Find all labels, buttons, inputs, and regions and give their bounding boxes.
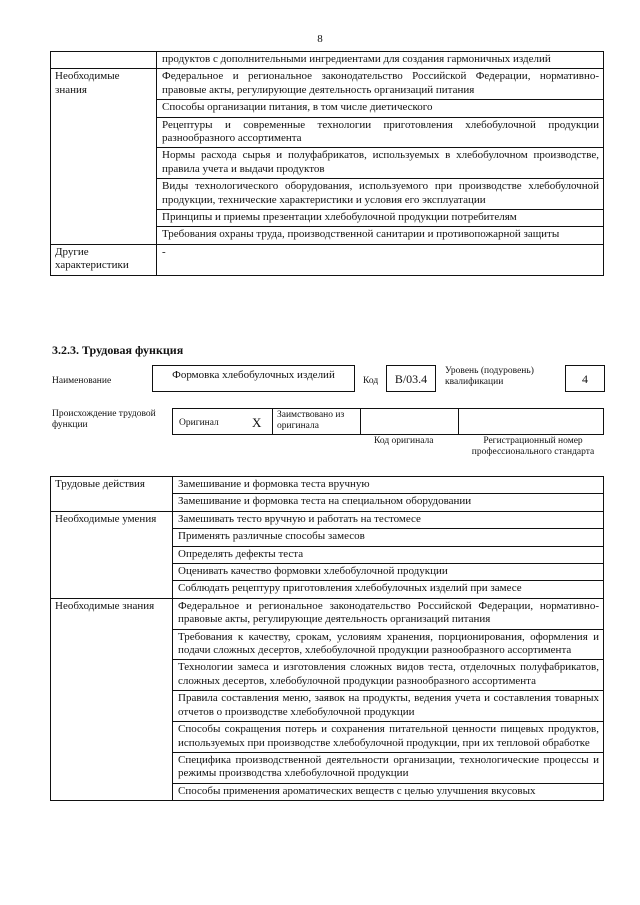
row-item: Принципы и приемы презентации хлебобулочной продукции потребителям xyxy=(157,210,604,227)
table-row xyxy=(51,52,604,69)
row-item: Замешивание и формовка теста вручную xyxy=(173,477,604,494)
level-value-box xyxy=(565,365,605,392)
table-row xyxy=(51,69,604,100)
level-value: 4 xyxy=(582,372,588,386)
function-name-box xyxy=(152,365,355,392)
row-label: Трудовые действия xyxy=(51,477,173,512)
code-value-box xyxy=(386,365,436,392)
name-label: Наименование xyxy=(52,376,112,386)
row-label: Другие характеристики xyxy=(51,244,157,275)
origin-divider-1 xyxy=(272,408,273,435)
function-name-value: Формовка хлебобулочных изделий xyxy=(172,369,335,381)
row-item: Соблюдать рецептуру приготовления хлебобулочных изделий при замесе xyxy=(173,581,604,598)
row-item: Замешивание и формовка теста на специальном оборудовании xyxy=(173,494,604,511)
table-row xyxy=(51,511,604,528)
row-label: Необходимые знания xyxy=(51,598,173,800)
page-number: 8 xyxy=(317,33,323,45)
row-item: Способы организации питания, в том числе диетического xyxy=(157,100,604,117)
competency-table-top xyxy=(50,51,604,276)
row-item: Нормы расхода сырья и полуфабрикатов, используемых в хлебобулочном производстве, правила учета и выдачи продуктов xyxy=(157,148,604,179)
code-value: B/03.4 xyxy=(394,372,428,386)
row-item: Правила составления меню, заявок на продукты, ведения учета и составления товарных отчетов о производстве хлебобулочной продукции xyxy=(173,691,604,722)
code-original-caption: Код оригинала xyxy=(374,436,434,446)
row-item: Специфика производственной деятельности организации, технологические процессы и режимы производства хлебобулочной продукции xyxy=(173,752,604,783)
section-heading: 3.2.3. Трудовая функция xyxy=(52,343,184,357)
row-item: Оценивать качество формовки хлебобулочной продукции xyxy=(173,564,604,581)
row-item: Федеральное и региональное законодательство Российской Федерации, нормативно-правовые акты, регулирующие деятельность организаций питания xyxy=(173,598,604,629)
competency-table-bottom xyxy=(50,476,604,801)
code-label: Код xyxy=(363,376,379,386)
origin-divider-3 xyxy=(458,408,459,435)
row-label xyxy=(51,52,157,69)
row-item: Виды технологического оборудования, используемого при производстве хлебобулочной продукции, технические характеристики и условия его эксплуатации xyxy=(157,179,604,210)
row-item: Рецептуры и современные технологии приготовления хлебобулочной продукции разнообразного ассортимента xyxy=(157,117,604,148)
row-item: Технологии замеса и изготовления сложных видов теста, отделочных полуфабрикатов, сложных десертов, хлебобулочной продукции разнообразного ассортимента xyxy=(173,660,604,691)
row-item: Способы применения ароматических веществ с целью улучшения вкусовых xyxy=(173,783,604,800)
row-item: продуктов с дополнительными ингредиентами для создания гармоничных изделий xyxy=(157,52,604,69)
table-row xyxy=(51,477,604,494)
row-item: - xyxy=(157,244,604,275)
reg-number-caption: Регистрационный номер профессионального стандарта xyxy=(471,436,595,457)
table-row xyxy=(51,598,604,629)
origin-grid xyxy=(172,408,604,435)
table-row xyxy=(51,244,604,275)
row-item: Замешивать тесто вручную и работать на тестомесе xyxy=(173,511,604,528)
row-item: Федеральное и региональное законодательство Российской Федерации, нормативно-правовые акты, регулирующие деятельность организаций питания xyxy=(157,69,604,100)
original-label: Оригинал xyxy=(179,418,219,428)
row-item: Применять различные способы замесов xyxy=(173,529,604,546)
row-item: Способы сокращения потерь и сохранения питательной ценности пищевых продуктов, используемых при производстве хлебобулочной продукции, при их тепловой обработке xyxy=(173,722,604,753)
original-mark: X xyxy=(252,415,262,430)
row-label: Необходимые умения xyxy=(51,511,173,598)
borrowed-label: Заимствовано из оригинала xyxy=(277,410,345,431)
origin-label: Происхождение трудовой функции xyxy=(52,409,156,430)
row-item: Требования охраны труда, производственной санитарии и противопожарной защиты xyxy=(157,227,604,244)
row-label: Необходимые знания xyxy=(51,69,157,244)
origin-divider-2 xyxy=(360,408,361,435)
row-item: Определять дефекты теста xyxy=(173,546,604,563)
level-label: Уровень (подуровень) квалификации xyxy=(445,366,534,387)
row-item: Требования к качеству, срокам, условиям хранения, порционирования, оформления и подачи сложных десертов, хлебобулочной продукции разнообразного ассортимента xyxy=(173,629,604,660)
